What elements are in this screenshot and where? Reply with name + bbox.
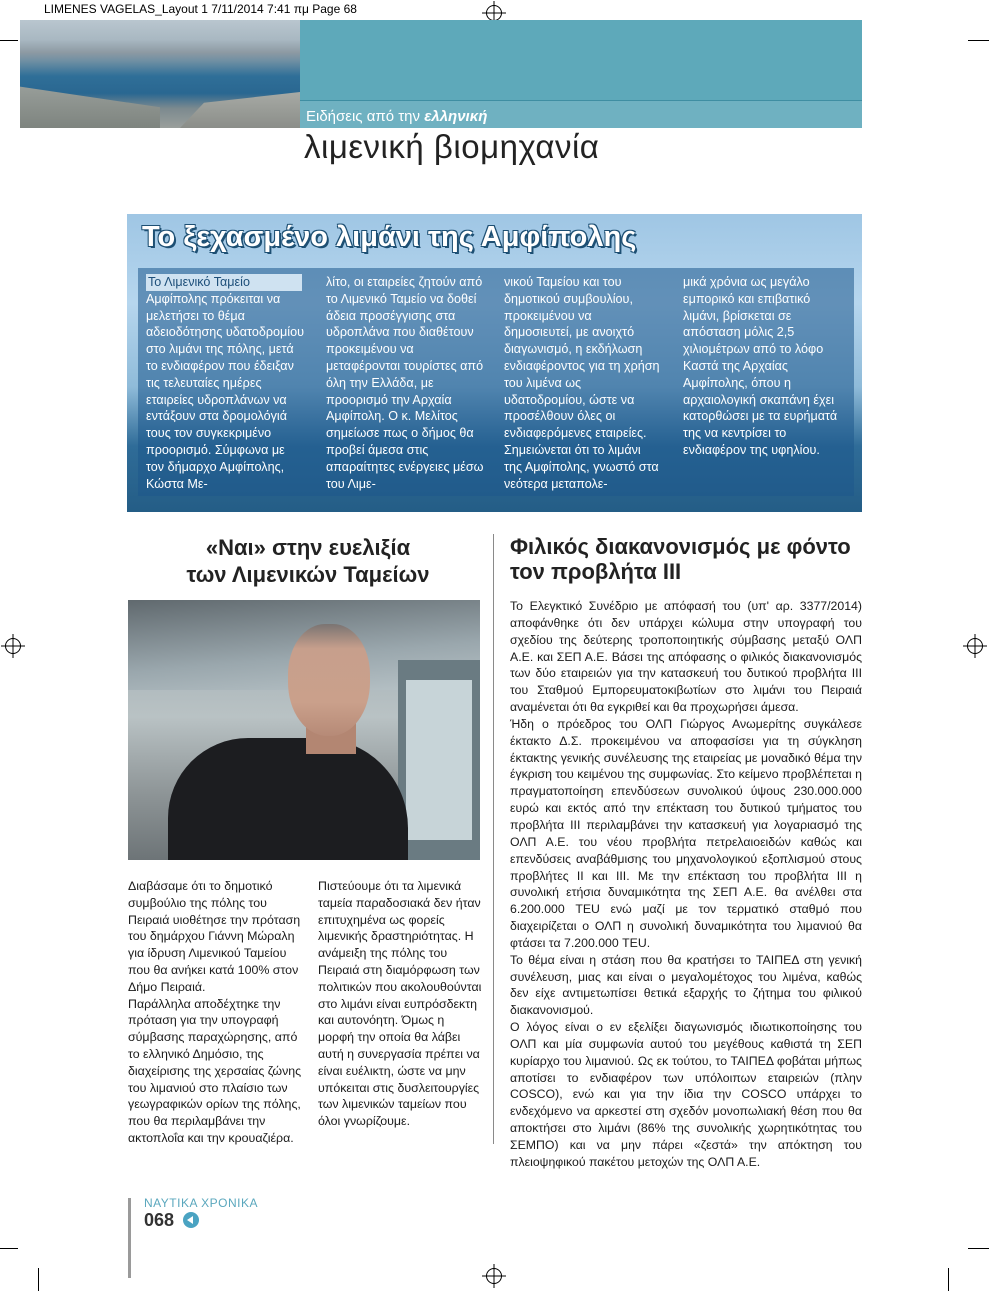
feature-column-3: νικού Ταμείου και του δημοτικού συμβουλίου, προκειμένου να δημοσιευτεί, με ανοιχτό διαγωνισμό, η εκδήλωση ενδιαφέροντος για τη χρήση του λιμένα ως υδατοδρομίου, ώστε να προσέλθουν όλες οι ενδιαφερόμενες εταιρείες. Σημειώνεται ότι το λιμάνι της Αμφίπολης, γνωστό στα νεότερα μεταπολε- (504, 275, 660, 491)
paragraph: Παράλληλα αποδέχτηκε την πρόταση για την υπογραφή σύμβασης παραχώρησης, από το ελληνικό Δημόσιο, της διαχείρισης της χερσαίας ζώνης του λιμανιού στο πλαίσιο των γεωγραφικών ορίων της πόλης, που θα περιλαμβάνει την ακτοπλοΐα και την κρουαζιέρα. (128, 996, 302, 1145)
paragraph: Ο λόγος είναι ο εν εξελίξει διαγωνισμός ιδιωτικοποίησης του ΟΛΠ και μία συμφωνία αυτού του μεγέθους καθιστά τη ΣΕΠ κυρίαρχο του λιμανιού. Ως εκ τούτου, το ΤΑΙΠΕΔ φοβάται μήπως αποτίσει το ενδιαφέρον των υπόλοιπων εταιρειών (πλην COSCO), ενώ και για την ίδια την COSCO υπάρχει το ενδεχόμενο να αρκεστεί στη σχεδόν μονοπωλιακή θέση που θα αποκτήσει στο λιμάνι (86% της συνολικής χωρητικότητας του ΣΕΜΠΟ) και να μην πάρει «ζεστά» την απόκτηση του πλειοψηφικού πακέτου μετοχών της ΟΛΠ Α.Ε. (510, 1020, 862, 1169)
registration-mark-icon (5, 638, 21, 654)
column-divider (493, 534, 494, 1144)
crop-mark (38, 1268, 39, 1291)
harbor-photo (20, 20, 300, 128)
section-title: λιμενική βιομηχανία (304, 128, 600, 165)
paragraph: Πιστεύουμε ότι τα λιμενικά ταμεία παραδοσιακά δεν ήταν επιτυχημένα ως φορείς λιμενικής δραστηριότητας. Η ανάμειξη της πόλης του Πειραιά στη διαμόρφωση των πολιτικών που ακολουθούνται στο λιμάνι είναι ευπρόσδεκτη και αυτονόητη. Όμως η μορφή την οποία θα λάβει αυτή η συνεργασία πρέπει να είναι ευέλικτη, ώστε να μην υπόκειται στις δυσλειτουργίες των λιμενικών ταμείων που όλοι γνωρίζουμε. (318, 879, 482, 1129)
header-color-block (300, 20, 862, 100)
paragraph: Διαβάσαμε ότι το δημοτικό συμβούλιο της πόλης του Πειραιά υιοθέτησε την πρόταση του δημάρχου Γιάννη Μώραλη για ίδρυση Λιμενικού Ταμείου που θα ανήκει κατά 100% στον Δήμο Πειραιά. (128, 879, 301, 994)
left-article-column-1 (128, 878, 304, 1147)
crop-mark (968, 40, 989, 41)
paragraph: Το θέμα είναι η στάση που θα κρατήσει το ΤΑΙΠΕΔ στη γενική συνέλευση, μιας και είναι ο μεγαλομέτοχος του λιμένα, καθώς δεν είχε αντιμετωπίσει θετικά εξαρχής το ζήτημα του φιλικού διακανονισμού. (510, 952, 862, 1018)
left-article-column-2 (318, 878, 482, 1130)
feature-column-text: Αμφίπολης πρόκειται να μελετήσει το θέμα αδειοδότησης υδατοδρομίου στο λιμάνι της πόλης, μετά το ενδιαφέρον που έδειξαν τις τελευταίες ημέρες εταιρείες υδροπλάνων να εντάξουν στα δρομολόγιά τους τον συγκεκριμένο προορισμό. Σύμφωνα με τον δήμαρχο Αμφίπολης, Κώστα Με- (146, 291, 304, 491)
right-article-title-line2: τον προβλήτα ΙΙΙ (510, 559, 682, 584)
feature-lead: Το Λιμενικό Ταμείο (146, 274, 302, 291)
left-article-title-line2: των Λιμενικών Ταμείων (186, 562, 430, 587)
right-article-title-line1: Φιλικός διακανονισμός με φόντο (510, 534, 851, 559)
section-label-prefix: Ειδήσεις από την (306, 108, 421, 125)
paragraph: Ήδη ο πρόεδρος του ΟΛΠ Γιώργος Ανωμερίτης συγκάλεσε έκτακτο Δ.Σ. προκειμένου να αποφασίσει για τη σύγκληση έκτακτης γενικής συνέλευσης της εταιρείας με μοναδικό θέμα την έγκριση του κειμένου της συμφωνίας. Στο κείμενο προβλέπεται η πραγματοποίηση επενδύσεων συνολικού ύψους 230.000.000 ευρώ και εκτός από την επέκταση του δυτικού τμήματος του προβλήτα ΙΙΙ περιλαμβάνει την κατασκευή για λογαριασμό της ΟΛΠ Α.Ε. του νέου προβλήτα πετρελαιοειδών καθώς και επενδύσεις αναβάθμισης του μηχανολογικού εξοπλισμού στους προβλήτες ΙΙ και ΙΙΙ. Με την επέκταση του προβλήτα ΙΙΙ η συνολική ετήσια δυναμικότητα της ΣΕΠ Α.Ε. θα ανέλθει στα 6.200.000 TEU ενώ μαζί με τον τερματικό σταθμό που διαχειρίζεται ο ΟΛΠ η συνολική δυναμικότητα του λιμανιού θα φτάσει τα 7.200.000 TEU. (510, 716, 862, 950)
magazine-name: ΝΑΥΤΙΚΑ ΧΡΟΝΙΚΑ (144, 1196, 258, 1210)
feature-title: Το ξεχασμένο λιμάνι της Αμφίπολης (142, 221, 637, 253)
crop-mark (0, 40, 18, 41)
mayor-photo (128, 600, 480, 860)
paragraph: Το Ελεγκτικό Συνέδριο με απόφασή του (υπ' αρ. 3377/2014) αποφάνθηκε ότι δεν υπάρχει κώλυμα στην υπογραφή του σχεδίου της δεύτερης τροποποιητικής σύμβασης μεταξύ ΟΛΠ Α.Ε. και ΣΕΠ Α.Ε. Βάσει της απόφασης ο φιλικός διακανονισμός των δύο εταιρειών για την κατασκευή του δυτικού προβλήτα ΙΙΙ του Σταθμού Εμπορευματοκιβωτίων στο λιμάνι του Πειραιά αναμένεται ότι θα εγκριθεί και θα προχωρήσει άμεσα. (510, 599, 862, 715)
registration-mark-icon (486, 5, 502, 21)
left-article-title-line1: «Ναι» στην ευελιξία (205, 535, 411, 560)
left-article-title (128, 534, 488, 588)
section-label (306, 108, 487, 125)
right-article-title (510, 534, 862, 584)
feature-column-4: μικά χρόνια ως μεγάλο εμπορικό και επιβατικό λιμάνι, βρίσκεται σε απόσταση μόλις 2,5 χιλιομέτρων από το λόφο Καστά της Αρχαίας Αμφίπολης, όπου η αρχαιολογική σκαπάνη έχει κατορθώσει με τα ευρήματά της να κεντρίσει το ενδιαφέρον της υφηλίου. (683, 275, 838, 457)
registration-mark-icon (486, 1268, 502, 1284)
section-label-emphasis: ελληνική (424, 108, 488, 125)
arrow-left-icon (183, 1212, 199, 1228)
feature-column-1 (146, 274, 304, 492)
harbor-land (20, 82, 160, 128)
feature-column-2: λίτο, οι εταιρείες ζητούν από το Λιμενικό Ταμείο να δοθεί άδεια προσέγγισης στα υδροπλάνα που διαθέτουν προκειμένου να μεταφέρονται τουρίστες από όλη την Ελλάδα, με προορισμό την Αρχαία Αμφίπολη. Ο κ. Μελίτος σημείωσε πως ο δήμος θα προβεί άμεσα στις απαραίτητες ενέργειες μέσω του Λιμε- (326, 275, 484, 491)
photo-person-head (288, 624, 370, 736)
photo-door-glass (406, 680, 472, 840)
crop-mark (968, 1248, 989, 1249)
crop-mark (948, 1268, 949, 1291)
right-article-body (510, 598, 862, 1171)
crop-mark (0, 1248, 18, 1249)
page-number: 068 (144, 1210, 175, 1230)
footer-rule (128, 1198, 131, 1278)
registration-mark-icon (967, 638, 983, 654)
print-slug: LIMENES VAGELAS_Layout 1 7/11/2014 7:41 πμ Page 68 (44, 2, 357, 16)
harbor-pier (180, 92, 300, 128)
photo-person-body (168, 738, 408, 860)
